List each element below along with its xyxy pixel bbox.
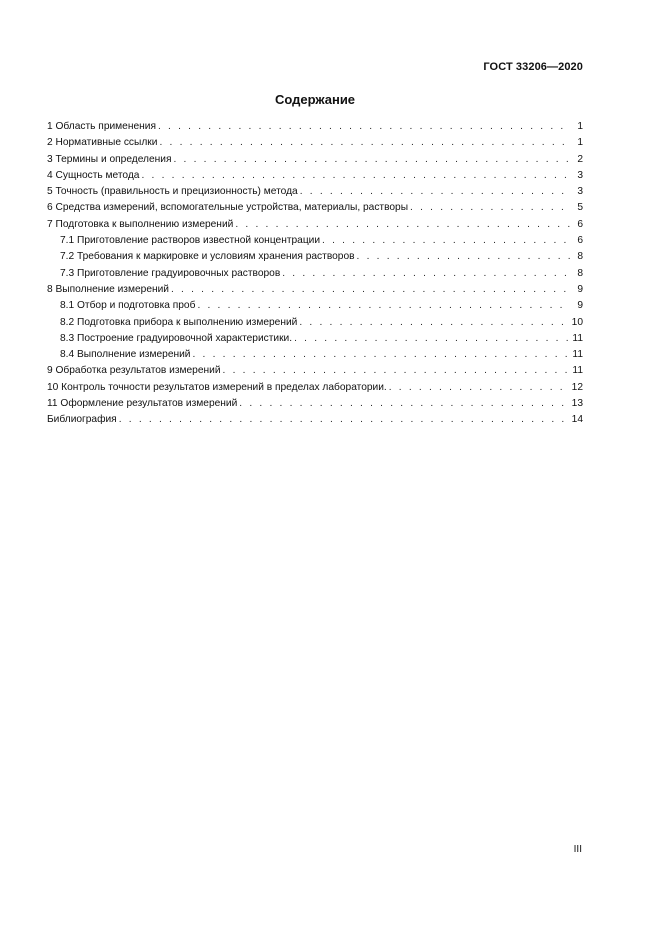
toc-entry	[47, 119, 583, 135]
toc-entry	[47, 396, 583, 412]
toc-entry	[47, 331, 583, 347]
toc-entry-label: 7.2 Требования к маркировке и условиям хранения растворов	[60, 251, 355, 263]
toc-dot-leader	[159, 135, 570, 151]
toc-dot-leader	[322, 233, 570, 249]
table-of-contents	[47, 119, 583, 429]
toc-entry	[47, 233, 583, 249]
toc-entry	[47, 266, 583, 282]
toc-entry	[47, 363, 583, 379]
toc-entry	[47, 380, 583, 396]
toc-dot-leader	[282, 266, 570, 282]
toc-entry-label: 8.1 Отбор и подготовка проб	[60, 300, 196, 312]
toc-entry-label: 3 Термины и определения	[47, 153, 172, 165]
toc-entry-label: 1 Область применения	[47, 121, 156, 132]
toc-entry-label: 8.3 Построение градуировочной характеристики.	[60, 332, 293, 344]
toc-dot-leader	[294, 331, 569, 347]
toc-dot-leader	[193, 347, 570, 363]
toc-entry-page: 11	[572, 365, 583, 377]
toc-dot-leader	[197, 298, 570, 314]
toc-entry-label: Библиография	[47, 414, 117, 426]
toc-entry-page: 2	[577, 153, 583, 165]
toc-entry	[47, 315, 583, 331]
toc-entry-page: 3	[577, 169, 583, 181]
toc-entry-page: 6	[577, 218, 583, 230]
toc-entry	[47, 168, 583, 184]
page-number: III	[573, 844, 582, 855]
toc-dot-leader	[389, 380, 569, 396]
toc-entry-label: 7.1 Приготовление растворов известной концентрации	[60, 235, 321, 247]
toc-dot-leader	[239, 396, 568, 412]
toc-entry-label: 7.3 Приготовление градуировочных растворов	[60, 267, 281, 279]
toc-dot-leader	[300, 184, 570, 200]
toc-entry	[47, 135, 583, 151]
toc-dot-leader	[357, 249, 570, 265]
toc-entry-label: 7 Подготовка к выполнению измерений	[47, 218, 234, 230]
toc-entry-page: 14	[571, 414, 583, 426]
toc-entry-page: 13	[571, 398, 583, 410]
toc-entry-label: 9 Обработка результатов измерений	[47, 365, 221, 377]
toc-entry-page: 9	[577, 283, 583, 295]
toc-entry	[47, 412, 583, 428]
toc-entry-label: 8 Выполнение измерений	[47, 283, 169, 295]
toc-entry-page: 1	[577, 137, 583, 149]
toc-dot-leader	[223, 363, 570, 379]
toc-entry-label: 4 Сущность метода	[47, 169, 140, 181]
toc-entry-label: 8.4 Выполнение измерений	[60, 349, 191, 361]
toc-dot-leader	[173, 152, 570, 168]
toc-dot-leader	[119, 412, 569, 428]
toc-entry	[47, 217, 583, 233]
toc-dot-leader	[141, 168, 570, 184]
toc-dot-leader	[235, 217, 570, 233]
toc-entry	[47, 298, 583, 314]
toc-dot-leader	[158, 119, 570, 135]
toc-entry-label: 5 Точность (правильность и прецизионность) метода	[47, 186, 298, 198]
toc-entry	[47, 347, 583, 363]
toc-entry	[47, 184, 583, 200]
toc-dot-leader	[299, 315, 568, 331]
toc-entry-label: 2 Нормативные ссылки	[47, 137, 158, 149]
toc-entry-page: 9	[577, 300, 583, 312]
toc-entry-page: 10	[571, 316, 583, 328]
toc-entry-label: 11 Оформление результатов измерений	[47, 398, 238, 410]
toc-entry-page: 5	[577, 202, 583, 214]
standard-code: ГОСТ 33206—2020	[483, 61, 583, 73]
toc-entry-label: 6 Средства измерений, вспомогательные устройства, материалы, растворы	[47, 202, 409, 214]
toc-entry	[47, 249, 583, 265]
toc-entry-page: 6	[577, 235, 583, 247]
toc-entry	[47, 152, 583, 168]
toc-entry	[47, 282, 583, 298]
toc-entry-label: 8.2 Подготовка прибора к выполнению измерений	[60, 316, 298, 328]
toc-dot-leader	[171, 282, 570, 298]
toc-entry-page: 1	[577, 121, 583, 132]
page-title: Содержание	[274, 92, 356, 107]
toc-entry-label: 10 Контроль точности результатов измерений в пределах лаборатории.	[47, 381, 387, 393]
toc-entry-page: 11	[572, 349, 583, 361]
toc-entry	[47, 200, 583, 216]
toc-entry-page: 3	[577, 186, 583, 198]
toc-dot-leader	[410, 200, 570, 216]
toc-entry-page: 11	[572, 332, 583, 344]
toc-entry-page: 8	[577, 267, 583, 279]
toc-entry-page: 8	[577, 251, 583, 263]
toc-entry-page: 12	[571, 381, 583, 393]
